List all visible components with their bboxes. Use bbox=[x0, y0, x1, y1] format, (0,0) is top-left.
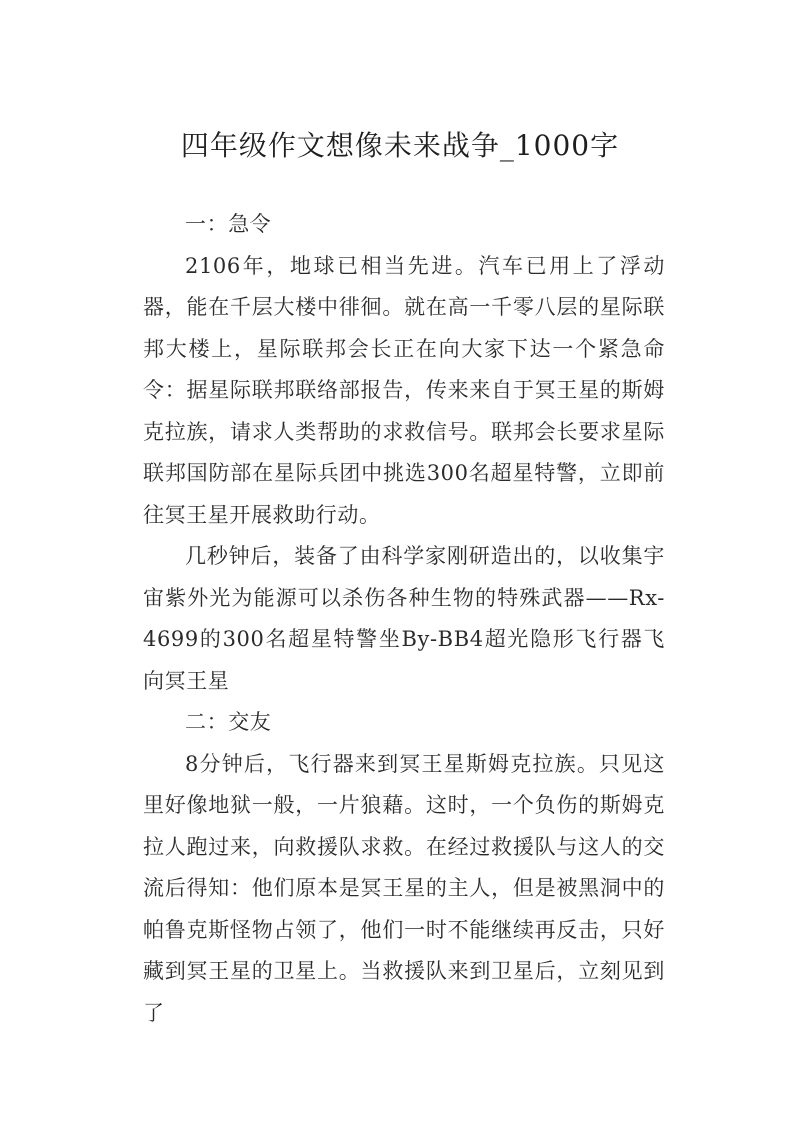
body-paragraph-1: 2106年，地球已相当先进。汽车已用上了浮动器，能在千层大楼中徘徊。就在高一千零八层的星际联邦大楼上，星际联邦会长正在向大家下达一个紧急命令：据星际联邦联络部报告，传来来自于冥王星的斯姆克拉族，请求人类帮助的求救信号。联邦会长要求星际联邦国防部在星际兵团中挑选300名超星特警，立即前往冥王星开展救助行动。 bbox=[143, 253, 665, 527]
body-paragraph-2: 几秒钟后，装备了由科学家刚研造出的，以收集宇宙紫外光为能源可以杀伤各种生物的特殊武器——Rx-4699的300名超星特警坐By-BB4超光隐形飞行器飞向冥王星 bbox=[143, 544, 665, 693]
body-paragraph-3: 8分钟后，飞行器来到冥王星斯姆克拉族。只见这里好像地狱一般，一片狼藉。这时，一个负伤的斯姆克拉人跑过来，向救援队求救。在经过救援队与这人的交流后得知：他们原本是冥王星的主人，但是被黑洞中的帕鲁克斯怪物占领了，他们一时不能继续再反击，只好藏到冥王星的卫星上。当救援队来到卫星后，立刻见到了 bbox=[143, 751, 665, 1025]
section-heading-1: 一：急令 bbox=[185, 212, 272, 236]
document-body bbox=[143, 204, 665, 1034]
document-title: 四年级作文想像未来战争_1000字 bbox=[180, 128, 620, 162]
section-heading-2: 二：交友 bbox=[185, 710, 272, 734]
